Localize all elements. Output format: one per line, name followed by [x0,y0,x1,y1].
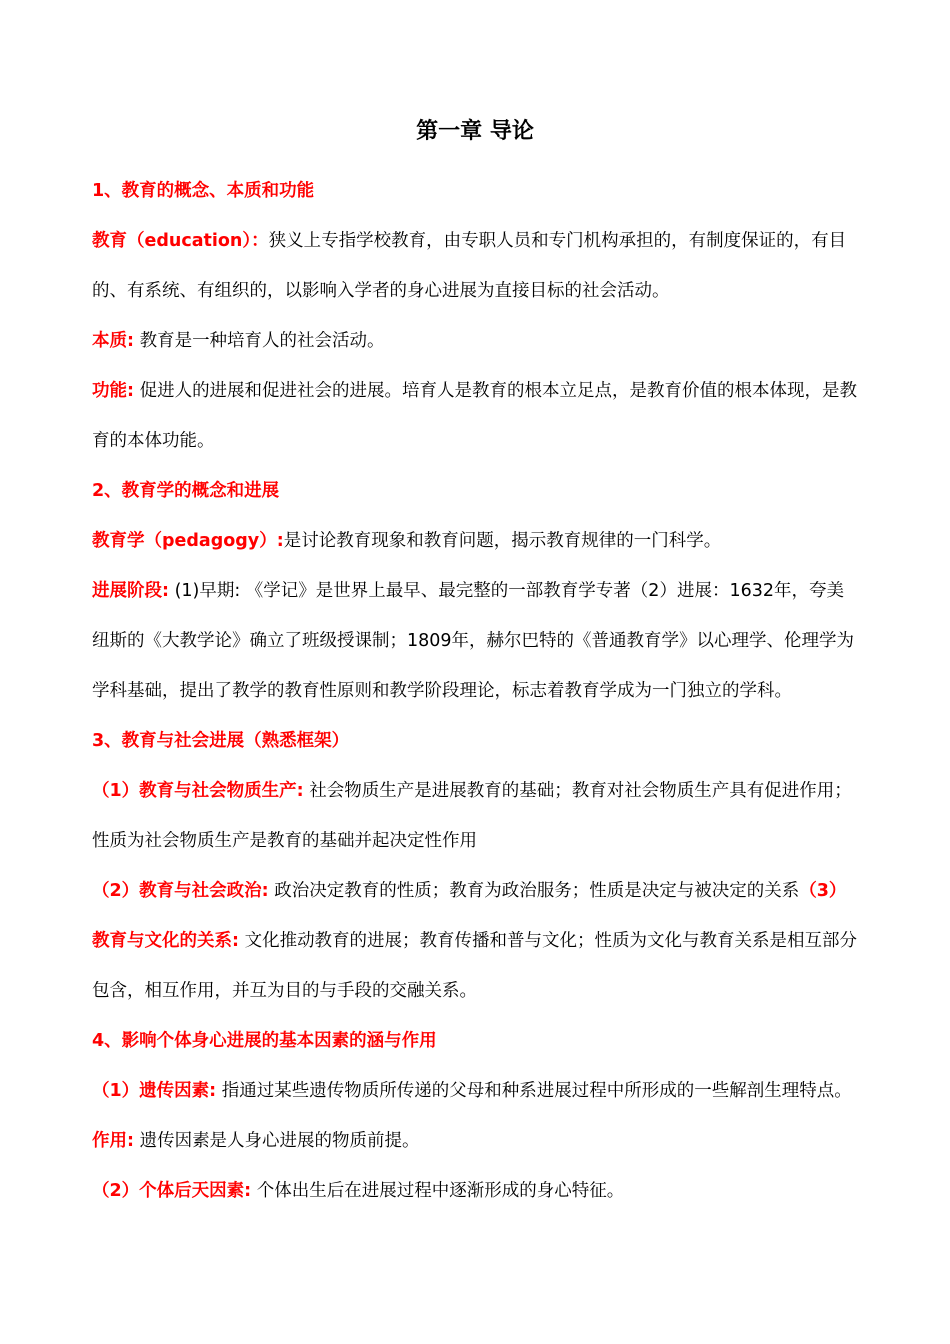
politics-culture-paragraph [92,866,858,1016]
material-production-paragraph [92,766,858,866]
stages-label: 进展阶段: [92,581,169,601]
politics-text: 政治决定教育的性质；教育为政治服务；性质是决定与被决定的关系 [268,881,800,901]
acquired-factors-label: （2）个体后天因素: [92,1181,252,1201]
education-text: 狭义上专指学校教育，由专职人员和专门机构承担的，有制度保证的，有目的、有系统、有组织的，以影响入学者的身心进展为直接目标的社会活动。 [92,231,847,301]
essence-label: 本质: [92,331,134,351]
heredity-label: （1）遗传因素: [92,1081,217,1101]
heredity-text: 指通过某些遗传物质所传递的父母和种系进展过程中所形成的一些解剖生理特点。 [216,1081,852,1101]
heredity-role-label: 作用: [92,1131,134,1151]
section-2-heading: 2、教育学的概念和进展 [92,481,280,501]
stages-text: (1)早期: 《学记》是世界上最早、最完整的一部教育学专著（2）进展：1632年，夸美纽斯的《大教学论》确立了班级授课制；1809年，赫尔巴特的《普通教育学》以心理学、伦理学为学科基础，提出了教学的教育性原则和教学阶段理论，标志着教育学成为一门独立的学科。 [92,581,855,701]
pedagogy-label: 教育学（pedagogy）: [92,531,284,551]
education-label: 教育（education）： [92,231,269,251]
section-4-heading: 4、影响个体身心进展的基本因素的涵与作用 [92,1031,437,1051]
material-production-label: （1）教育与社会物质生产: [92,781,304,801]
function-paragraph [92,366,858,466]
function-label: 功能: [92,381,134,401]
material-production-text: 社会物质生产是进展教育的基础；教育对社会物质生产具有促进作用；性质为社会物质生产是教育的基础并起决定性作用 [92,781,852,851]
acquired-factors-paragraph [92,1166,858,1216]
culture-label: （3）教育与文化的关系: [92,881,847,951]
chapter-title: 第一章 导论 [416,119,534,144]
acquired-factors-text: 个体出生后在进展过程中逐渐形成的身心特征。 [251,1181,625,1201]
stages-paragraph [92,566,858,716]
essence-paragraph [92,316,858,366]
section-3-heading: 3、教育与社会进展（熟悉框架） [92,731,350,751]
education-definition [92,216,858,316]
section-1-heading: 1、教育的概念、本质和功能 [92,181,315,201]
heredity-paragraph [92,1066,858,1166]
essence-text: 教育是一种培育人的社会活动。 [134,331,385,351]
politics-label: （2）教育与社会政治: [92,881,269,901]
function-text: 促进人的进展和促进社会的进展。培育人是教育的根本立足点，是教育价值的根本体现，是教育的本体功能。 [92,381,858,451]
pedagogy-definition [92,516,858,566]
heredity-role-text: 遗传因素是人身心进展的物质前提。 [134,1131,420,1151]
culture-text: 文化推动教育的进展；教育传播和普与文化；性质为文化与教育关系是相互部分包含，相互作用，并互为目的与手段的交融关系。 [92,931,858,1001]
pedagogy-text: 是讨论教育现象和教育问题，揭示教育规律的一门科学。 [283,531,722,551]
